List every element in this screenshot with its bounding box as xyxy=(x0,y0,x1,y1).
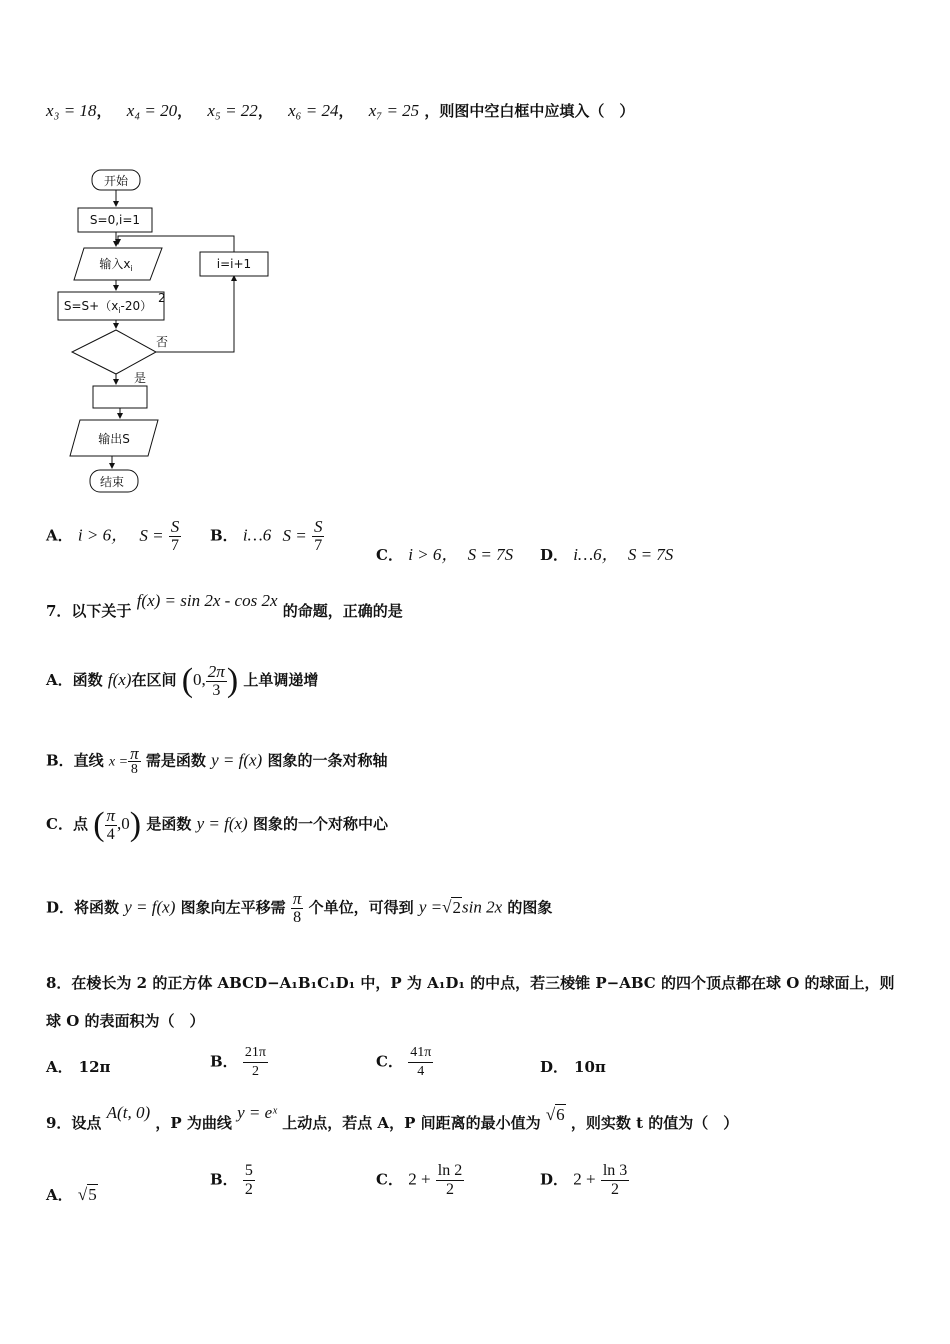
x4-value: x₄ = 20 xyxy=(126,101,178,120)
sqrt-2: √2 xyxy=(442,897,461,917)
option-condition: i…6， xyxy=(573,545,619,564)
init-label: S=0,i=1 xyxy=(89,213,141,227)
q7-stem xyxy=(46,591,403,621)
option-label: C． xyxy=(376,1170,403,1189)
option-value: 12π xyxy=(78,1058,111,1076)
option-text: 需是函数 xyxy=(145,751,206,770)
q8-option-d[interactable] xyxy=(540,1056,606,1077)
option-assign: S = xyxy=(139,525,164,545)
no-label: 否 xyxy=(156,335,169,349)
update-label: $S=S+(x_i-20)$ xyxy=(63,299,153,315)
option-value: 10π xyxy=(574,1058,606,1076)
result-y: y = xyxy=(418,897,443,917)
q9-number: 9．设点 xyxy=(46,1114,102,1132)
start-label: 开始 xyxy=(103,174,129,188)
q6-prompt: ，则图中空白框中应填入（ ） xyxy=(424,102,635,120)
q7-stem-text: 的命题，正确的是 xyxy=(282,602,403,620)
option-label: C． xyxy=(376,546,403,564)
q9-text: ，则实数 t 的值为（ ） xyxy=(570,1114,739,1132)
option-label: A． xyxy=(46,1058,73,1076)
q9-option-b[interactable] xyxy=(210,1162,255,1199)
option-condition: i > 6， xyxy=(408,545,459,564)
option-func: y = f(x) xyxy=(211,750,263,770)
point-fraction: $\frac{\pi}{4}$ xyxy=(106,805,116,843)
q7-option-b[interactable] xyxy=(46,746,387,777)
option-fraction: $\frac{5}{2}$ xyxy=(244,1162,253,1198)
option-fraction: $\frac{S}{7}$ xyxy=(170,517,180,554)
q6-tail-line: x₃ = 18， x₄ = 20， x₅ = 22， x₆ = 24， x₇ = 25 ，则图中空白框中应填入（ ） xyxy=(46,101,635,120)
option-fraction: $\frac{\ln 2}{2}$ xyxy=(437,1162,463,1198)
q9-option-a[interactable] xyxy=(46,1184,98,1205)
line-fraction: $\frac{\pi}{8}$ xyxy=(130,744,139,777)
x6-value: x₆ = 24 xyxy=(288,101,339,120)
q6-option-d[interactable] xyxy=(540,540,673,565)
option-label: B． xyxy=(210,526,238,545)
option-text: 图象的一条对称轴 xyxy=(267,751,388,770)
flowchart xyxy=(50,160,290,500)
option-assign: S = 7S xyxy=(627,545,674,564)
q8-line1: 8．在棱长为 2 的正方体 ABCD−A₁B₁C₁D₁ 中，P 为 A₁D₁ 的中点，若三棱锥 P−ABC 的四个顶点都在球 O 的球面上，则 xyxy=(46,974,895,992)
q9-text: ，P 为曲线 xyxy=(155,1114,232,1132)
option-fraction: $\frac{\ln 3}{2}$ xyxy=(602,1162,628,1198)
blank-box xyxy=(93,386,147,408)
q9-curve: y = eˣ xyxy=(237,1103,277,1122)
option-label: B．直线 xyxy=(46,751,104,770)
option-label: D． xyxy=(540,1170,569,1189)
end-label: 结束 xyxy=(99,475,125,489)
option-assign: S = 7S xyxy=(467,545,514,564)
option-label: D． xyxy=(540,1058,569,1076)
q9-point: A(t, 0) xyxy=(106,1103,151,1122)
output-label: 输出S xyxy=(98,432,130,446)
option-prefix: 2 + xyxy=(573,1169,596,1189)
option-fraction: $\frac{41\pi}{4}$ xyxy=(410,1045,432,1079)
option-label: B． xyxy=(210,1170,238,1189)
point-y: ,0 xyxy=(117,814,130,833)
q8-line2: 球 O 的表面积为（ ） xyxy=(46,1012,205,1030)
q7-option-a[interactable]: A．函数 f(x)在区间 (0, $\frac{2\pi}{3}$ ) 上单调递增 xyxy=(46,661,319,699)
option-text: 图象向左平移需 xyxy=(180,898,286,917)
option-condition: i > 6， xyxy=(77,525,129,545)
q9-option-c[interactable] xyxy=(376,1162,464,1199)
q7-option-d[interactable] xyxy=(46,890,552,927)
line-x: x = xyxy=(108,754,129,770)
option-condition: i…6 xyxy=(242,525,272,545)
option-label: D．将函数 xyxy=(46,898,120,917)
input-label: 输入$x_i$ xyxy=(99,257,133,273)
q9-stem xyxy=(46,1103,739,1133)
q7-option-c[interactable]: C．点 ( $\frac{\pi}{4}$ ,0) 是函数 y = f(x) 图象的一个对称中心 xyxy=(46,805,388,843)
option-label: A． xyxy=(46,526,73,545)
option-label: B． xyxy=(210,1052,238,1071)
option-text: 的图象 xyxy=(507,898,553,917)
x3-value: x₃ = 18 xyxy=(46,101,97,120)
option-func: y = f(x) xyxy=(124,897,176,917)
interval-start: 0, xyxy=(193,670,206,689)
option-label: C． xyxy=(376,1052,403,1071)
option-label: A．函数 xyxy=(46,671,103,689)
option-label: A． xyxy=(46,1186,73,1204)
q8-option-a[interactable] xyxy=(46,1056,111,1077)
option-prefix: 2 + xyxy=(408,1169,431,1189)
option-text: 是函数 xyxy=(146,815,192,833)
q8-option-b[interactable] xyxy=(210,1044,268,1081)
q8-option-c[interactable] xyxy=(376,1044,433,1081)
option-text: 图象的一个对称中心 xyxy=(252,815,388,833)
option-text: 上单调递增 xyxy=(243,671,319,689)
q9-text: 上动点，若点 A，P 间距离的最小值为 xyxy=(282,1114,541,1132)
yes-label: 是 xyxy=(134,371,147,385)
q7-function: f(x) = sin 2x - cos 2x xyxy=(136,591,278,610)
option-func: y = f(x) xyxy=(196,814,248,833)
q6-option-a[interactable] xyxy=(46,518,181,555)
x7-value: x₇ = 25 xyxy=(368,101,420,120)
option-sqrt: √5 xyxy=(77,1185,97,1204)
q9-min-distance: √6 xyxy=(545,1105,565,1124)
option-assign: S = xyxy=(282,525,307,545)
option-func: f(x) xyxy=(107,670,132,689)
option-label: D． xyxy=(540,546,569,564)
interval-end: $\frac{2\pi}{3}$ xyxy=(207,661,225,699)
shift-fraction: $\frac{\pi}{8}$ xyxy=(292,889,302,926)
option-text: 在区间 xyxy=(131,671,177,689)
option-label: C．点 xyxy=(46,815,88,833)
option-fraction: $\frac{21\pi}{2}$ xyxy=(244,1045,266,1079)
q9-option-d[interactable] xyxy=(540,1162,629,1199)
option-fraction: $\frac{S}{7}$ xyxy=(313,517,323,554)
decision-diamond xyxy=(72,330,156,374)
result-sin: sin 2x xyxy=(461,897,503,917)
update-exponent: 2 xyxy=(158,291,166,305)
q6-option-b[interactable] xyxy=(210,518,324,555)
q6-option-c[interactable] xyxy=(376,540,513,565)
x5-value: x₅ = 22 xyxy=(207,101,258,120)
increment-label: i=i+1 xyxy=(216,257,252,271)
option-text: 个单位，可得到 xyxy=(308,898,414,917)
q7-number: 7．以下关于 xyxy=(46,602,132,620)
